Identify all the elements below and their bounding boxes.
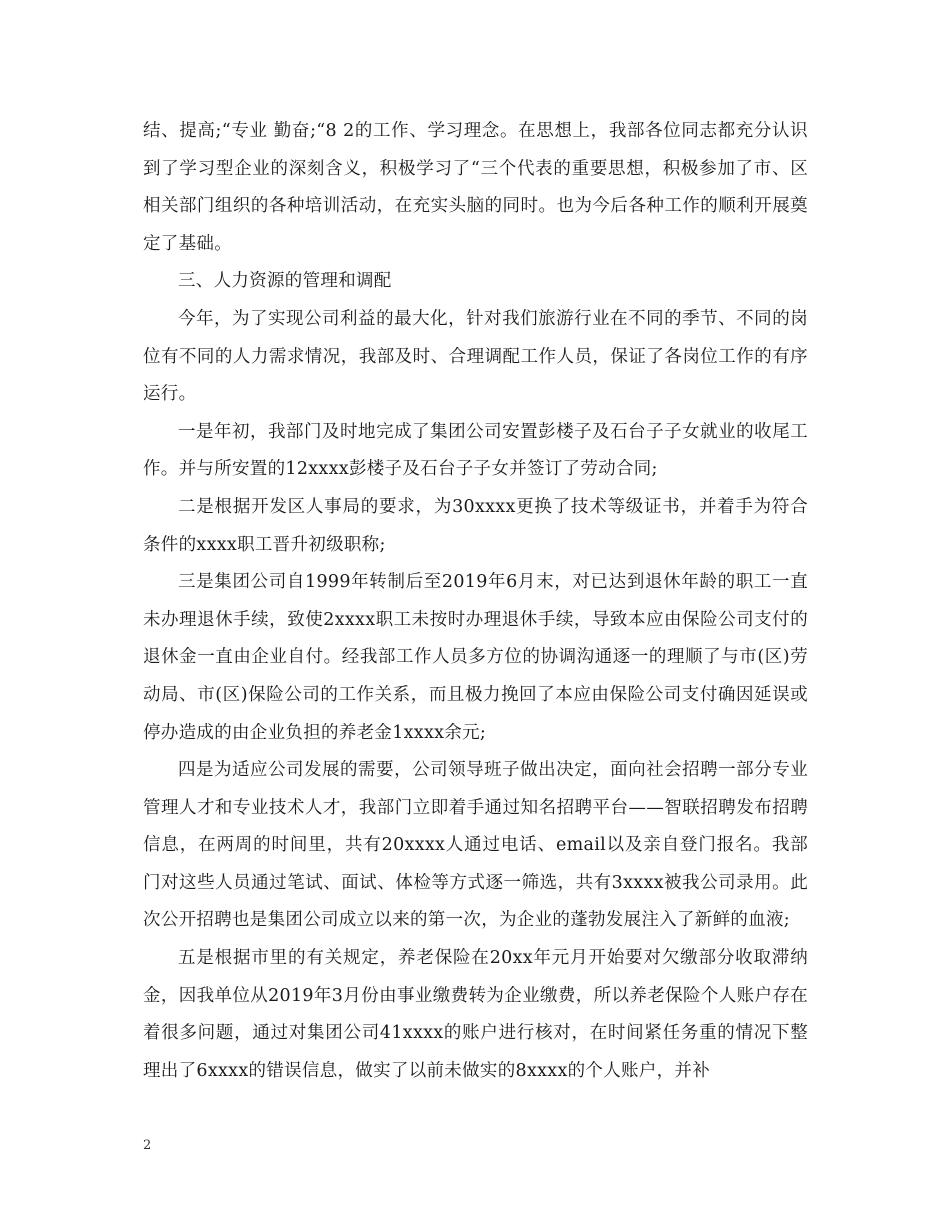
page-number: 2 [143, 1138, 152, 1153]
paragraph: 今年，为了实现公司利益的最大化，针对我们旅游行业在不同的季节、不同的岗位有不同的人力需求情况，我部及时、合理调配工作人员，保证了各岗位工作的有序运行。 [143, 308, 808, 405]
paragraph-continued: 结、提高;“专业 勤奋;“8 2的工作、学习理念。在思想上，我部各位同志都充分认识到了学习型企业的深刻含义，积极学习了“三个代表的重要思想，积极参加了市、区相关部门组织的各种培训活动，在充实头脑的同时。也为今后各种工作的顺利开展奠定了基础。 [143, 121, 808, 254]
paragraph: 四是为适应公司发展的需要，公司领导班子做出决定，面向社会招聘一部分专业管理人才和专业技术人才，我部门立即着手通过知名招聘平台——智联招聘发布招聘信息，在两周的时间里，共有20xxxx人通过电话、email以及亲自登门报名。我部门对这些人员通过笔试、面试、体检等方式逐一筛选，共有3xxxx被我公司录用。此次公开招聘也是集团公司成立以来的第一次，为企业的蓬勃发展注入了新鲜的血液; [143, 760, 808, 931]
paragraph: 一是年初，我部门及时地完成了集团公司安置彭楼子及石台子子女就业的收尾工作。并与所安置的12xxxx彭楼子及石台子子女并签订了劳动合同; [143, 421, 808, 480]
paragraph: 五是根据市里的有关规定，养老保险在20xx年元月开始要对欠缴部分收取滞纳金，因我单位从2019年3月份由事业缴费转为企业缴费，所以养老保险个人账户存在着很多问题，通过对集团公司41xxxx的账户进行核对，在时间紧任务重的情况下整理出了6xxxx的错误信息，做实了以前未做实的8xxxx的个人账户，并补 [143, 948, 808, 1081]
paragraph: 三是集团公司自1999年转制后至2019年6月末，对已达到退休年龄的职工一直未办理退休手续，致使2xxxx职工未按时办理退休手续，导致本应由保险公司支付的退休金一直由企业自付。经我部工作人员多方位的协调沟通逐一的理顺了与市(区)劳动局、市(区)保险公司的工作关系，而且极力挽回了本应由保险公司支付确因延误或停办造成的由企业负担的养老金1xxxx余元; [143, 572, 808, 743]
section-heading: 三、人力资源的管理和调配 [178, 271, 392, 292]
paragraph: 二是根据开发区人事局的要求，为30xxxx更换了技术等级证书，并着手为符合条件的xxxx职工晋升初级职称; [143, 496, 808, 555]
document-body [143, 113, 808, 1090]
